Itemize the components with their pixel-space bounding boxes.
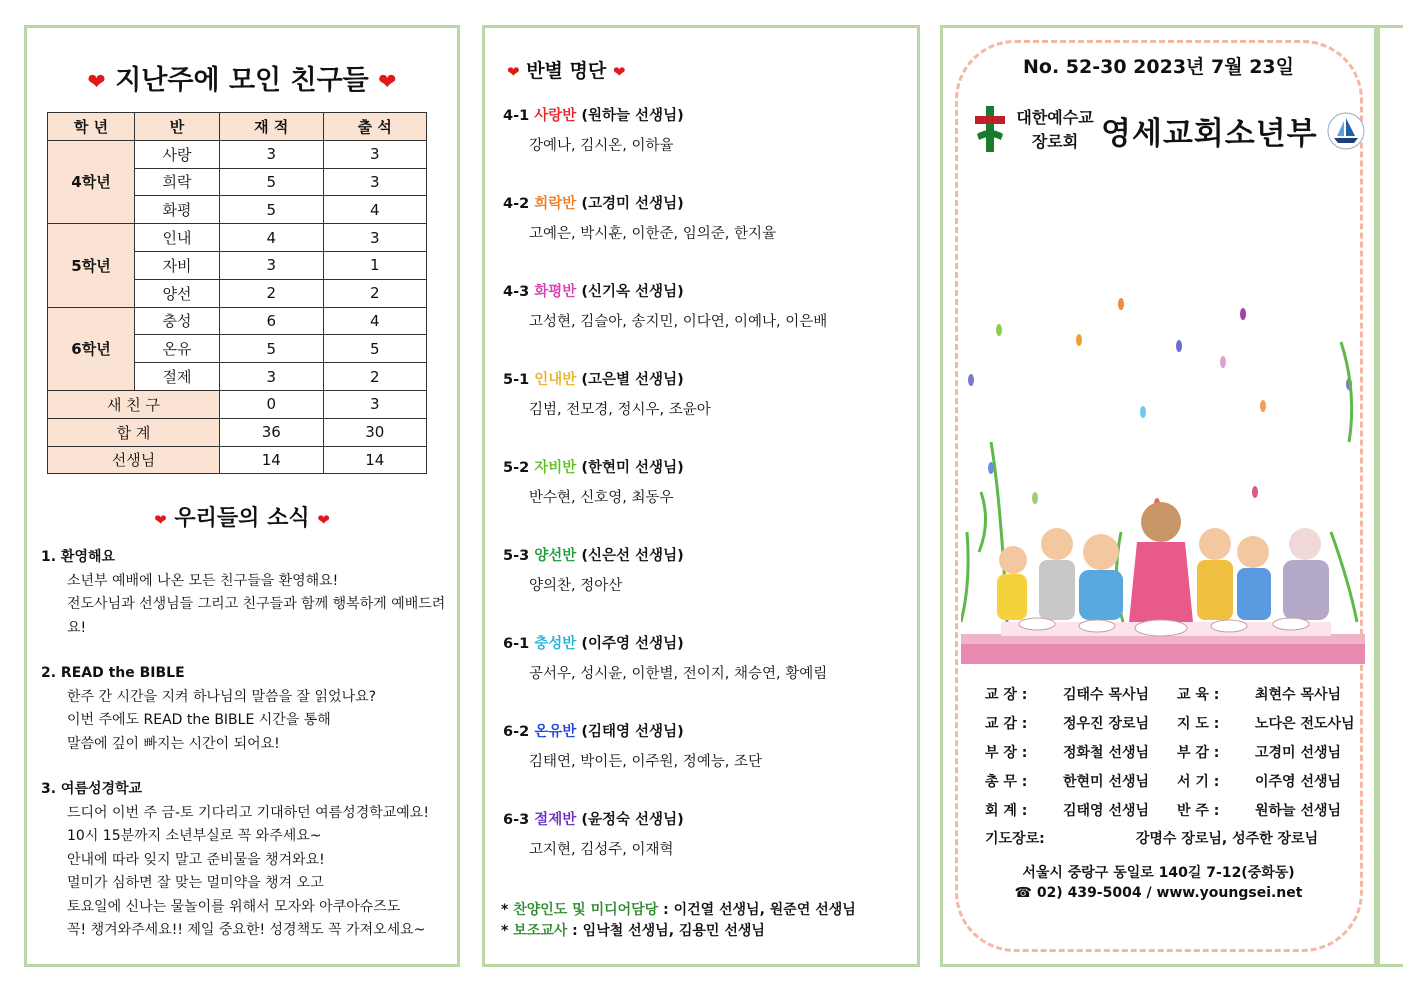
grade-cell: 5학년 bbox=[48, 224, 135, 307]
count-cell: 2 bbox=[323, 363, 427, 391]
heart-icon: ❤ bbox=[507, 63, 520, 81]
class-title bbox=[503, 456, 684, 477]
officer-name: 이주영 선생님 bbox=[1255, 774, 1342, 790]
count-cell: 4 bbox=[323, 196, 427, 224]
address: 서울시 중랑구 동일로 140길 7-12(중화동) bbox=[1022, 865, 1295, 881]
class-name: 사랑반 bbox=[534, 108, 577, 124]
count-cell: 3 bbox=[220, 363, 324, 391]
count-cell: 3 bbox=[323, 390, 427, 418]
news-item-title: 2. READ the BIBLE bbox=[41, 665, 185, 681]
table-row bbox=[48, 390, 427, 418]
grade-cell: 4학년 bbox=[48, 140, 135, 223]
news-line: 멀미가 심하면 잘 맞는 멀미약을 챙겨 오고 bbox=[67, 875, 324, 891]
cross-logo-icon bbox=[973, 104, 1007, 154]
ship-logo-icon bbox=[1327, 112, 1365, 150]
class-roster-panel bbox=[482, 25, 920, 967]
count-cell: 3 bbox=[323, 140, 427, 168]
class-title bbox=[503, 544, 684, 565]
officer-row bbox=[985, 684, 1341, 704]
class-entry bbox=[503, 192, 776, 243]
count-cell: 36 bbox=[220, 418, 324, 446]
officer-role: 부 감 : bbox=[1177, 745, 1220, 761]
news-line: 이번 주에도 READ the BIBLE 시간을 통해 bbox=[67, 712, 331, 728]
staff-names: 임낙철 선생님, 김용민 선생님 bbox=[582, 923, 765, 939]
class-code: 6-1 bbox=[503, 636, 530, 652]
class-members: 고성현, 김슬아, 송지민, 이다연, 이예나, 이은배 bbox=[529, 314, 828, 330]
table-row bbox=[48, 224, 427, 252]
count-cell: 1 bbox=[323, 251, 427, 279]
class-members: 고예은, 박시훈, 이한준, 임의준, 한지율 bbox=[529, 226, 776, 242]
count-cell: 0 bbox=[220, 390, 324, 418]
officer-role: 지 도 : bbox=[1177, 716, 1220, 732]
heart-icon: ❤ bbox=[154, 511, 167, 529]
class-entry bbox=[503, 456, 684, 507]
class-cell: 자비 bbox=[135, 251, 220, 279]
class-cell: 인내 bbox=[135, 224, 220, 252]
staff-line: * 찬양인도 및 미디어담당 : 이건열 선생님, 원준연 선생님 bbox=[501, 902, 856, 918]
class-cell: 충성 bbox=[135, 307, 220, 335]
news-item bbox=[41, 662, 447, 756]
table-row bbox=[48, 307, 427, 335]
staff-line: * 보조교사 : 임낙철 선생님, 김용민 선생님 bbox=[501, 923, 765, 939]
prayer-elders: 기도장로: 강명수 장로님, 성주한 장로님 bbox=[985, 831, 1319, 847]
count-cell: 3 bbox=[220, 140, 324, 168]
count-cell: 6 bbox=[220, 307, 324, 335]
summary-label-cell: 선생님 bbox=[48, 446, 220, 474]
news-item-title: 1. 환영해요 bbox=[41, 549, 116, 565]
officer-row bbox=[985, 742, 1341, 762]
class-title bbox=[503, 280, 827, 301]
confetti-dots bbox=[968, 298, 1352, 510]
spacer bbox=[41, 756, 447, 778]
figures bbox=[997, 502, 1329, 622]
officer-role: 교 장 : bbox=[985, 687, 1028, 703]
officer-name: 최현수 목사님 bbox=[1255, 687, 1342, 703]
heart-icon: ❤ bbox=[378, 70, 397, 95]
class-code: 6-2 bbox=[503, 724, 530, 740]
table-header: 재 적 bbox=[220, 113, 324, 141]
class-title bbox=[503, 104, 684, 125]
class-members: 김범, 전모경, 정시우, 조윤아 bbox=[529, 402, 711, 418]
class-entry bbox=[503, 632, 827, 683]
class-name: 화평반 bbox=[534, 284, 577, 300]
count-cell: 2 bbox=[323, 279, 427, 307]
contact-info: ☎ 02) 439-5004 / www.youngsei.net bbox=[1014, 885, 1303, 901]
class-members: 공서우, 성시윤, 이한별, 전이지, 채승연, 황예림 bbox=[529, 666, 828, 682]
count-cell: 3 bbox=[220, 251, 324, 279]
class-teacher: (원하늘 선생님) bbox=[581, 108, 684, 124]
class-entry bbox=[503, 104, 684, 155]
count-cell: 5 bbox=[220, 196, 324, 224]
class-members: 강예나, 김시온, 이하율 bbox=[529, 138, 674, 154]
staff-role: 찬양인도 및 미디어담당 bbox=[513, 902, 659, 918]
news-list bbox=[41, 546, 447, 943]
class-entry bbox=[503, 368, 711, 419]
class-members: 김태연, 박이든, 이주원, 정예능, 조단 bbox=[529, 754, 762, 770]
officer-row bbox=[985, 713, 1355, 733]
class-title bbox=[503, 720, 762, 741]
attendance-table bbox=[47, 112, 427, 474]
class-code: 6-3 bbox=[503, 812, 530, 828]
news-line: 안내에 따라 잊지 말고 준비물을 챙겨와요! bbox=[67, 851, 325, 868]
news-line: 전도사님과 선생님들 그리고 친구들과 함께 행복하게 예배드려요! bbox=[67, 596, 446, 636]
class-code: 4-3 bbox=[503, 284, 530, 300]
class-cell: 희락 bbox=[135, 168, 220, 196]
officer-row bbox=[985, 800, 1341, 820]
count-cell: 3 bbox=[323, 224, 427, 252]
class-cell: 양선 bbox=[135, 279, 220, 307]
officer-role: 교 육 : bbox=[1177, 687, 1220, 703]
class-name: 희락반 bbox=[534, 196, 577, 212]
news-line: 소년부 예배에 나온 모든 친구들을 환영해요! bbox=[67, 572, 339, 589]
count-cell: 30 bbox=[323, 418, 427, 446]
news-item bbox=[41, 546, 447, 640]
church-name: 영세교회소년부 bbox=[1101, 116, 1318, 152]
officer-name: 김태영 선생님 bbox=[1063, 803, 1150, 819]
class-name: 인내반 bbox=[534, 372, 577, 388]
news-line: 드디어 이번 주 금-토 기다리고 기대하던 여름성경학교예요! bbox=[67, 804, 429, 821]
cover-panel bbox=[940, 25, 1377, 967]
class-teacher: (신기옥 선생님) bbox=[581, 284, 684, 300]
news-title: ❤ 우리들의 소식 ❤ bbox=[154, 506, 330, 531]
class-teacher: (김태영 선생님) bbox=[581, 724, 684, 740]
count-cell: 2 bbox=[220, 279, 324, 307]
class-code: 4-1 bbox=[503, 108, 530, 124]
count-cell: 4 bbox=[323, 307, 427, 335]
class-code: 4-2 bbox=[503, 196, 530, 212]
summary-label-cell: 새 친 구 bbox=[48, 390, 220, 418]
class-title bbox=[503, 632, 827, 653]
count-cell: 4 bbox=[220, 224, 324, 252]
officer-name: 김태수 목사님 bbox=[1063, 687, 1150, 703]
officer-role: 교 감 : bbox=[985, 716, 1028, 732]
class-name: 자비반 bbox=[534, 460, 577, 476]
count-cell: 5 bbox=[220, 335, 324, 363]
class-code: 5-1 bbox=[503, 372, 530, 388]
table-header: 출 석 bbox=[323, 113, 427, 141]
count-cell: 14 bbox=[323, 446, 427, 474]
class-entry bbox=[503, 280, 827, 331]
officer-name: 고경미 선생님 bbox=[1255, 745, 1342, 761]
news-line: 한주 간 시간을 지켜 하나님의 말씀을 잘 읽었나요? bbox=[67, 688, 377, 705]
news-line: 10시 15분까지 소년부실로 꼭 와주세요~ bbox=[67, 828, 322, 844]
news-line: 토요일에 신나는 물놀이를 위해서 모자와 아쿠아슈즈도 bbox=[67, 898, 401, 915]
denomination: 대한예수교 장로회 bbox=[1016, 108, 1094, 151]
class-teacher: (신은선 선생님) bbox=[581, 548, 684, 564]
officer-role: 부 장 : bbox=[985, 745, 1028, 761]
class-cell: 사랑 bbox=[135, 140, 220, 168]
staff-role: 보조교사 bbox=[513, 923, 568, 939]
table-header: 반 bbox=[135, 113, 220, 141]
table-row bbox=[48, 446, 427, 474]
class-title bbox=[503, 808, 684, 829]
class-code: 5-3 bbox=[503, 548, 530, 564]
news-item-title: 3. 여름성경학교 bbox=[41, 781, 143, 797]
class-members: 고지현, 김성주, 이재혁 bbox=[529, 842, 674, 858]
class-teacher: (윤정숙 선생님) bbox=[581, 812, 684, 828]
class-name: 양선반 bbox=[534, 548, 577, 564]
officer-name: 정우진 장로님 bbox=[1063, 716, 1150, 732]
officer-role: 반 주 : bbox=[1177, 803, 1220, 819]
class-teacher: (고은별 선생님) bbox=[581, 372, 684, 388]
class-name: 절제반 bbox=[534, 812, 577, 828]
attendance-panel bbox=[24, 25, 460, 967]
officer-name: 한현미 선생님 bbox=[1063, 774, 1150, 790]
table-header: 학 년 bbox=[48, 113, 135, 141]
class-cell: 온유 bbox=[135, 335, 220, 363]
class-code: 5-2 bbox=[503, 460, 530, 476]
officer-role: 총 무 : bbox=[985, 774, 1028, 790]
count-cell: 5 bbox=[323, 335, 427, 363]
table-row bbox=[48, 140, 427, 168]
next-panel-edge bbox=[1377, 25, 1403, 967]
count-cell: 3 bbox=[323, 168, 427, 196]
class-teacher: (고경미 선생님) bbox=[581, 196, 684, 212]
class-entry bbox=[503, 720, 762, 771]
officer-name: 노다은 전도사님 bbox=[1255, 716, 1355, 732]
count-cell: 5 bbox=[220, 168, 324, 196]
summary-label-cell: 합 계 bbox=[48, 418, 220, 446]
heart-icon: ❤ bbox=[87, 70, 106, 95]
class-name: 충성반 bbox=[534, 636, 577, 652]
officer-row bbox=[985, 771, 1341, 791]
news-line: 꼭! 챙겨와주세요!! 제일 중요한! 성경책도 꼭 가져오세요~ bbox=[67, 922, 426, 938]
class-members: 양의찬, 정아산 bbox=[529, 578, 623, 594]
grade-cell: 6학년 bbox=[48, 307, 135, 390]
class-cell: 화평 bbox=[135, 196, 220, 224]
news-item bbox=[41, 778, 447, 943]
children-with-jesus-illustration bbox=[961, 282, 1365, 664]
officer-name: 정화철 선생님 bbox=[1063, 745, 1150, 761]
staff-names: 이건열 선생님, 원준연 선생님 bbox=[673, 902, 856, 918]
class-teacher: (이주영 선생님) bbox=[581, 636, 684, 652]
officer-role: 서 기 : bbox=[1177, 774, 1220, 790]
count-cell: 14 bbox=[220, 446, 324, 474]
class-teacher: (한현미 선생님) bbox=[581, 460, 684, 476]
roster-title: ❤ 반별 명단 ❤ bbox=[507, 60, 626, 82]
class-title bbox=[503, 368, 711, 389]
class-entry bbox=[503, 544, 684, 595]
news-line: 말씀에 깊이 빠지는 시간이 되어요! bbox=[67, 735, 280, 752]
spacer bbox=[41, 640, 447, 662]
class-cell: 절제 bbox=[135, 363, 220, 391]
issue-number: No. 52-30 2023년 7월 23일 bbox=[1022, 56, 1294, 78]
heart-icon: ❤ bbox=[317, 511, 330, 529]
table-row bbox=[48, 418, 427, 446]
attendance-title: ❤ 지난주에 모인 친구들 ❤ bbox=[87, 65, 397, 96]
class-members: 반수현, 신호영, 최동우 bbox=[529, 490, 674, 506]
heart-icon: ❤ bbox=[612, 63, 626, 81]
class-entry bbox=[503, 808, 684, 859]
class-title bbox=[503, 192, 776, 213]
officer-name: 원하늘 선생님 bbox=[1255, 803, 1342, 819]
officer-role: 회 계 : bbox=[985, 803, 1028, 819]
class-name: 온유반 bbox=[534, 724, 577, 740]
